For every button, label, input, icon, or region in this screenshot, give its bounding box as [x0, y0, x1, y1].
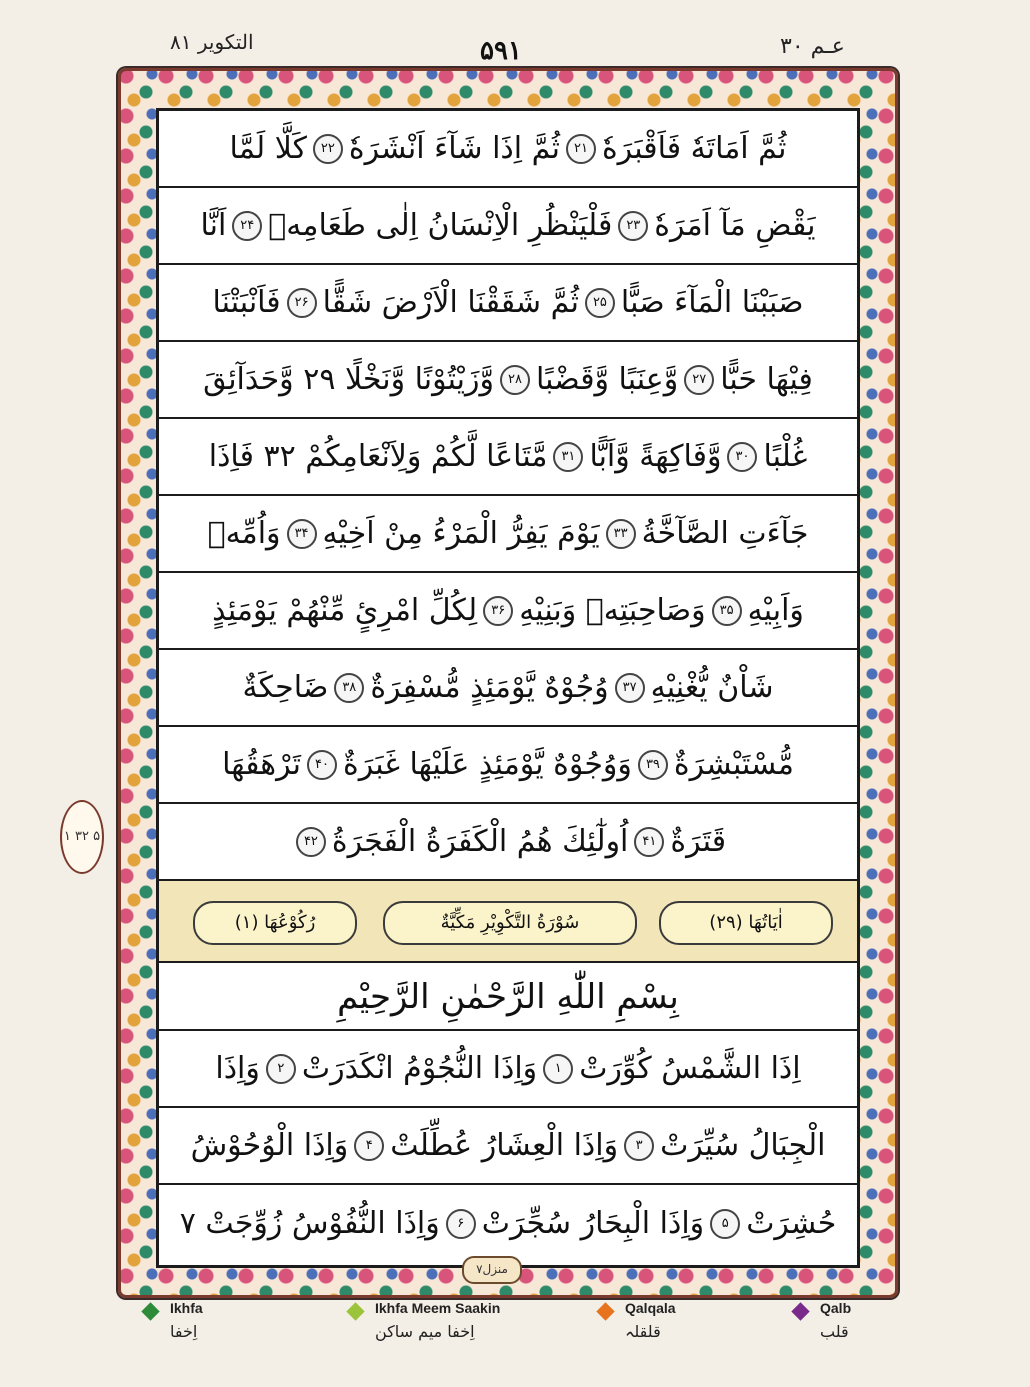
- verse-text: وَّعِنَبًا وَّقَضْبًا: [535, 362, 679, 397]
- diamond-icon: [141, 1302, 159, 1320]
- verse-text: ضَاحِكَةٌ: [242, 670, 329, 705]
- verse-line: [159, 265, 857, 342]
- legend-label: Ikhfa Meem Saakin: [375, 1300, 501, 1316]
- verse-number: ۲: [266, 1054, 296, 1084]
- verse-text: وَاِذَا الْعِشَارُ عُطِّلَتْ: [390, 1128, 619, 1163]
- surah-header-band: [159, 881, 857, 963]
- verse-text: وَاِذَا الْوُحُوْشُ: [190, 1128, 349, 1163]
- verse-text: كَلَّا لَمَّا: [229, 131, 307, 166]
- verse-line: [159, 1108, 857, 1185]
- diamond-icon: [596, 1302, 614, 1320]
- surah-name-header: التکویر ۸۱: [170, 30, 254, 54]
- legend-label: Ikhfa: [170, 1300, 203, 1316]
- legend-label: Qalqala: [625, 1300, 676, 1316]
- verse-number: ۲۳: [618, 211, 648, 241]
- verse-number: ۲۶: [287, 288, 317, 318]
- verse-number: ۶: [446, 1209, 476, 1239]
- verse-number: ۲۱: [566, 134, 596, 164]
- verse-text: ثُمَّ اِذَا شَآءَ اَنْشَرَهٗ: [348, 131, 560, 166]
- verse-number: ۳۱: [553, 442, 583, 472]
- verse-number: ۳۶: [483, 596, 513, 626]
- verse-text: وَوُجُوْهٌ يَّوْمَئِذٍ عَلَيْهَا غَبَرَةٌ: [342, 747, 632, 782]
- verse-text: فِيْهَا حَبًّا: [720, 362, 813, 397]
- verse-number: ۳۸: [334, 673, 364, 703]
- surah-title-box: سُوْرَةُ التَّكْوِيْرِ مَكِّيَّةٌ: [383, 901, 637, 945]
- verse-line: [159, 111, 857, 188]
- verse-number: ۲۵: [585, 288, 615, 318]
- verse-text: صَبَبْنَا الْمَآءَ صَبًّا: [620, 285, 804, 320]
- verse-text: وَاِذَا الْبِحَارُ سُجِّرَتْ: [481, 1206, 705, 1241]
- verse-number: ۴۰: [307, 750, 337, 780]
- verse-number: ۲۷: [684, 365, 714, 395]
- verse-number: ۳۳: [606, 519, 636, 549]
- verse-line: [159, 804, 857, 881]
- diamond-icon: [791, 1302, 809, 1320]
- verse-text: حُشِرَتْ: [746, 1206, 837, 1241]
- verse-text: وُجُوْهٌ يَّوْمَئِذٍ مُّسْفِرَةٌ: [370, 670, 609, 705]
- verse-line: [159, 342, 857, 419]
- page-number: ۵۹۱: [480, 36, 522, 66]
- verse-text: قَتَرَةٌ: [670, 824, 727, 859]
- verse-text: غُلْبًا: [763, 439, 808, 474]
- text-panel: [156, 108, 860, 1268]
- verse-number: ۴۲: [296, 827, 326, 857]
- verse-line: [159, 1185, 857, 1262]
- verse-text: وَاِذَا النُّجُوْمُ انْكَدَرَتْ: [301, 1051, 538, 1086]
- verse-line: [159, 727, 857, 804]
- page-header: [0, 0, 1030, 70]
- verse-text: تَرْهَقُهَا: [222, 747, 301, 782]
- verse-text: يَقْضِ مَآ اَمَرَهٗ: [654, 208, 816, 243]
- legend-label: Qalb: [820, 1300, 852, 1316]
- legend-label-ar: قلقلہ: [625, 1322, 661, 1341]
- verse-text: فَاَنْبَتْنَا: [212, 285, 281, 320]
- verse-line: [159, 573, 857, 650]
- verse-number: ۳۴: [287, 519, 317, 549]
- manzil-badge: منزل۷: [462, 1256, 522, 1284]
- verse-line: [159, 496, 857, 573]
- bismillah: بِسْمِ اللّٰهِ الرَّحْمٰنِ الرَّحِيْمِ: [159, 963, 857, 1031]
- verse-number: ۲۸: [500, 365, 530, 395]
- verse-number: ۱: [543, 1054, 573, 1084]
- verse-text: ثُمَّ اَمَاتَهٗ فَاَقْبَرَهٗ: [601, 131, 787, 166]
- verse-number: ۳۷: [615, 673, 645, 703]
- verse-line: [159, 188, 857, 265]
- ruku-count-box: رُكُوْعُهَا (۱): [193, 901, 357, 945]
- verse-text: الْجِبَالُ سُيِّرَتْ: [660, 1128, 826, 1163]
- verse-number: ۳۰: [727, 442, 757, 472]
- verse-number: ۳: [624, 1131, 654, 1161]
- verse-line: [159, 1031, 857, 1108]
- verse-text: جَآءَتِ الصَّآخَّةُ: [641, 516, 809, 551]
- verse-number: ۳۹: [638, 750, 668, 780]
- verse-text: وَاِذَا النُّفُوْسُ زُوِّجَتْ ۷: [179, 1206, 440, 1241]
- verse-text: وَاَبِيْهِ: [747, 593, 804, 628]
- verse-text: وَاُمِّهٖ: [207, 516, 281, 551]
- verse-text: مُّسْتَبْشِرَةٌ: [673, 747, 794, 782]
- verse-text: اُولٰٓئِكَ هُمُ الْكَفَرَةُ الْفَجَرَةُ: [331, 824, 629, 859]
- verse-number: ۴۱: [634, 827, 664, 857]
- legend-label-ar: اِخفا میم ساکن: [375, 1322, 475, 1341]
- verse-text: فَلْيَنْظُرِ الْاِنْسَانُ اِلٰى طَعَامِهٖ: [268, 208, 613, 243]
- ruku-marker: ۱ ۳۲ ۵: [60, 800, 104, 874]
- verse-text: شَاْنٌ يُّغْنِيْهِ: [650, 670, 774, 705]
- verse-line: [159, 419, 857, 496]
- verse-text: مَّتَاعًا لَّكُمْ وَلِاَنْعَامِكُمْ ۳۲ فَاِذَا: [208, 439, 548, 474]
- verse-text: ثُمَّ شَقَقْنَا الْاَرْضَ شَقًّا: [322, 285, 579, 320]
- verse-text: يَوْمَ يَفِرُّ الْمَرْءُ مِنْ اَخِيْهِ: [322, 516, 600, 551]
- diamond-icon: [346, 1302, 364, 1320]
- verse-text: وَّفَاكِهَةً وَّاَبًّا: [589, 439, 722, 474]
- verse-text: وَاِذَا: [215, 1051, 260, 1086]
- verse-number: ۵: [710, 1209, 740, 1239]
- verse-number: ۲۴: [232, 211, 262, 241]
- verse-text: اَنَّا: [200, 208, 227, 243]
- legend-label-ar: قلب: [820, 1322, 849, 1341]
- ayat-count-box: اٰيَاتُهَا (۲۹): [659, 901, 833, 945]
- verse-text: وَّزَيْتُوْنًا وَّنَخْلًا ۲۹ وَّحَدَآئِقَ: [203, 362, 494, 397]
- juz-name-header: عـم ۳۰: [780, 34, 845, 59]
- verse-number: ۳۵: [712, 596, 742, 626]
- verse-text: اِذَا الشَّمْسُ كُوِّرَتْ: [579, 1051, 801, 1086]
- verse-text: وَصَاحِبَتِهٖ وَبَنِيْهِ: [519, 593, 706, 628]
- verse-text: لِكُلِّ امْرِئٍ مِّنْهُمْ يَوْمَئِذٍ: [212, 593, 478, 628]
- verse-number: ۲۲: [313, 134, 343, 164]
- legend-label-ar: اِخفا: [170, 1322, 198, 1341]
- verse-number: ۴: [354, 1131, 384, 1161]
- verse-line: [159, 650, 857, 727]
